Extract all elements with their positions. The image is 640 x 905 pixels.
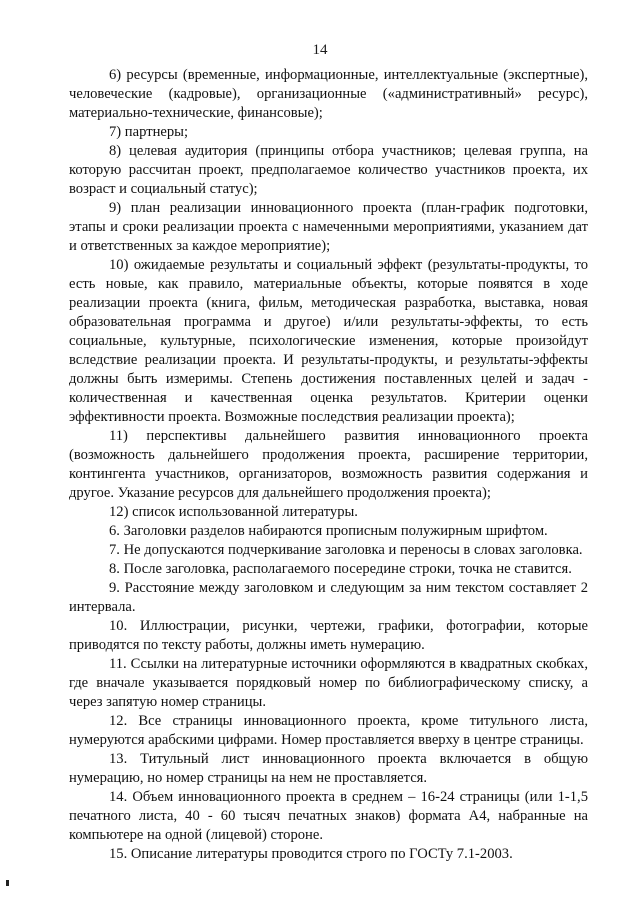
scan-mark — [6, 880, 9, 886]
list-item-references: 12) список использованной литературы. — [109, 504, 358, 520]
rule-paragraph: 9. Расстояние между заголовком и следующим за ним текстом составляет 2 интервала. — [69, 580, 588, 615]
rule-paragraph: 15. Описание литературы проводится строго по ГОСТу 7.1-2003. — [109, 846, 513, 862]
list-item-implementation-plan: 9) план реализации инновационного проекта (план-график подготовки, этапы и сроки реализации проекта с намеченными мероприятиями, указанием дат и ответственных за каждое мероприятие); — [69, 200, 588, 254]
page-number: 14 — [312, 42, 328, 58]
list-item-target-audience: 8) целевая аудитория (принципы отбора участников; целевая группа, на которую рассчитан проект, предполагаемое количество участников проекта, их возраст и социальный статус); — [69, 143, 588, 197]
list-item-resources: 6) ресурсы (временные, информационные, интеллектуальные (экспертные), человеческие (кадровые), организационные («административный» ресурс), материально-технические, финансовые); — [69, 67, 588, 121]
list-item-perspectives: 11) перспективы дальнейшего развития инновационного проекта (возможность дальнейшего продолжения проекта, расширение территории, контингента участников, организаторов, возможность развития содержания и другое. Указание ресурсов для дальнейшего продолжения проекта); — [69, 428, 588, 501]
rule-paragraph: 12. Все страницы инновационного проекта, кроме титульного листа, нумеруются арабскими цифрами. Номер проставляется вверху в центре страницы. — [69, 713, 588, 748]
document-body — [69, 66, 588, 864]
rule-paragraph: 10. Иллюстрации, рисунки, чертежи, графики, фотографии, которые приводятся по тексту работы, должны иметь нумерацию. — [69, 618, 588, 653]
rule-paragraph: 6. Заголовки разделов набираются прописным полужирным шрифтом. — [109, 523, 548, 539]
rule-paragraph: 14. Объем инновационного проекта в среднем – 16-24 страницы (или 1-1,5 печатного листа, 40 - 60 тысяч печатных знаков) формата А4, набранные на компьютере на одной (лицевой) стороне. — [69, 789, 588, 843]
rule-paragraph: 11. Ссылки на литературные источники оформляются в квадратных скобках, где вначале указывается порядковый номер по библиографическому списку, а через запятую номер страницы. — [69, 656, 588, 710]
list-item-partners: 7) партнеры; — [109, 124, 189, 140]
rule-paragraph: 7. Не допускаются подчеркивание заголовка и переносы в словах заголовка. — [109, 542, 583, 558]
rule-paragraph: 8. После заголовка, располагаемого посередине строки, точка не ставится. — [109, 561, 572, 577]
list-item-expected-results: 10) ожидаемые результаты и социальный эффект (результаты-продукты, то есть новые, как правило, материальные объекты, которые появятся в ходе реализации проекта (книга, фильм, методическая разработка, выставка, новая образовательная программа и другое) и/или результаты-эффекты, то есть социальные, культурные, психологические изменения, которые произойдут вследствие реализации проекта. И результаты-продукты, и результаты-эффекты должны быть измеримы. Степень достижения поставленных целей и задач - количественная и качественная оценка результатов. Критерии оценки эффективности проекта. Возможные последствия реализации проекта); — [69, 257, 588, 425]
rule-paragraph: 13. Титульный лист инновационного проекта включается в общую нумерацию, но номер страницы на нем не проставляется. — [69, 751, 588, 786]
